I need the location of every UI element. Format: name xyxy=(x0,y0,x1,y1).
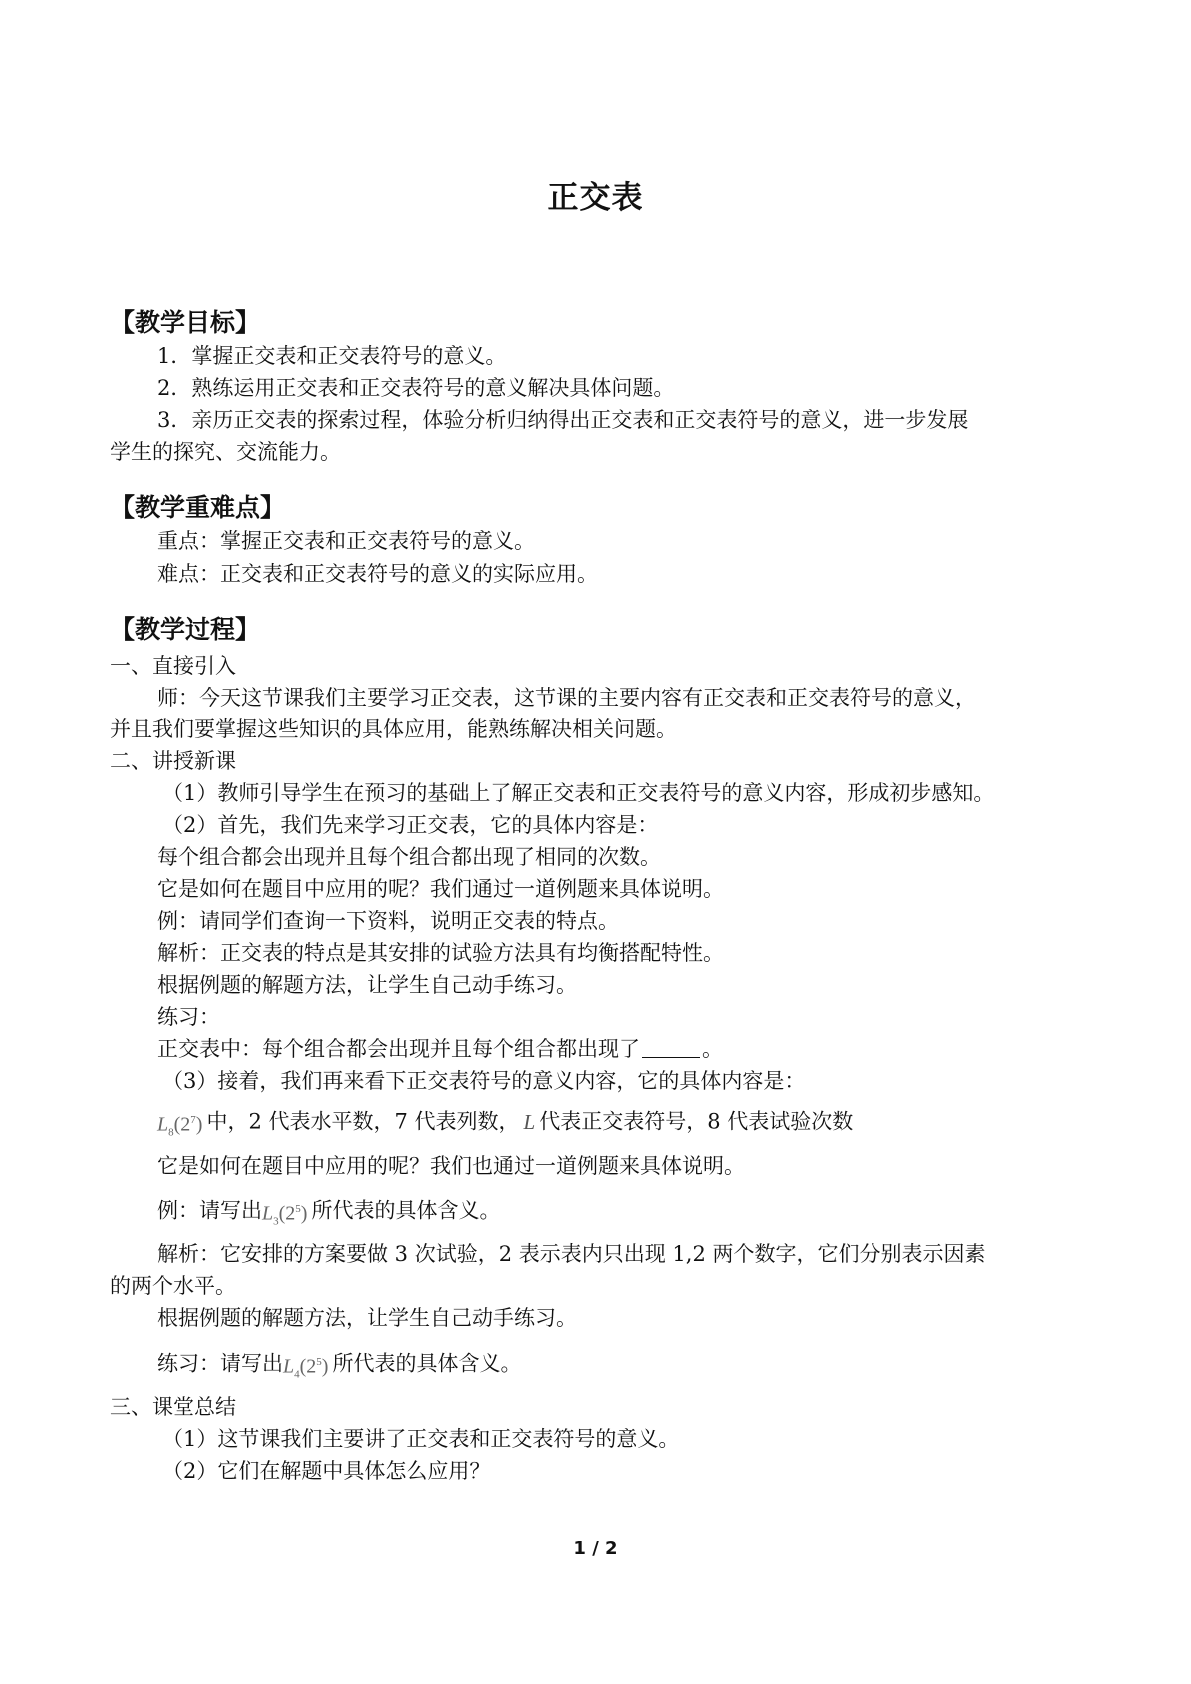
practice-intro-2: 根据例题的解题方法，让学生自己动手练习。 xyxy=(157,1306,577,1330)
answer-blank[interactable] xyxy=(642,1039,700,1058)
goal-3: 3．亲历正交表的探索过程，体验分析归纳得出正交表和正交表符号的意义，进一步发展 xyxy=(157,408,969,432)
part3-title: 三、课堂总结 xyxy=(110,1395,236,1419)
symbol-meaning-text-b: 代表正交表符号，8 代表试验次数 xyxy=(539,1109,854,1134)
hard-point: 难点：正交表和正交表符号的意义的实际应用。 xyxy=(157,562,598,586)
practice-2: 练习：请写出$L_4(2^5)$ 所代表的具体含义。 xyxy=(157,1348,521,1389)
l-symbol: L xyxy=(523,1109,536,1134)
orthogonal-definition: 每个组合都会出现并且每个组合都出现了相同的次数。 xyxy=(157,845,661,869)
step-1: （1）教师引导学生在预习的基础上了解正交表和正交表符号的意义内容，形成初步感知。 xyxy=(162,781,995,805)
summary-1: （1）这节课我们主要讲了正交表和正交表符号的意义。 xyxy=(162,1427,680,1451)
difficulty-heading: 【教学重难点】 xyxy=(110,493,286,522)
practice-intro-1: 根据例题的解题方法，让学生自己动手练习。 xyxy=(157,973,577,997)
analysis-2: 解析：它安排的方案要做 3 次试验，2 表示表内只出现 1,2 两个数字，它们分别表示因素 xyxy=(157,1242,986,1266)
symbol-meaning-text-a: 中，2 代表水平数，7 代表列数， xyxy=(206,1109,520,1134)
part1-title: 一、直接引入 xyxy=(110,654,236,678)
example-2: 例：请写出$L_3(2^5)$ 所代表的具体含义。 xyxy=(157,1195,500,1236)
example-1: 例：请同学们查询一下资料，说明正交表的特点。 xyxy=(157,909,619,933)
practice-text-end: 。 xyxy=(702,1037,723,1061)
step-3: （3）接着，我们再来看下正交表符号的意义内容，它的具体内容是： xyxy=(162,1069,806,1093)
part1-text-cont: 并且我们要掌握这些知识的具体应用，能熟练解决相关问题。 xyxy=(110,717,677,741)
practice-label: 练习： xyxy=(157,1005,220,1029)
goals-heading: 【教学目标】 xyxy=(110,308,261,337)
page-title: 正交表 xyxy=(547,180,644,216)
formula-l8-2-7: $L_8(2^7)$ xyxy=(157,1113,203,1139)
process-heading: 【教学过程】 xyxy=(110,615,261,644)
analysis-1: 解析：正交表的特点是其安排的试验方法具有均衡搭配特性。 xyxy=(157,941,724,965)
page-number: 1 / 2 xyxy=(573,1538,618,1559)
part1-text: 师：今天这节课我们主要学习正交表，这节课的主要内容有正交表和正交表符号的意义， xyxy=(157,686,976,710)
application-intro-2: 它是如何在题目中应用的呢？我们也通过一道例题来具体说明。 xyxy=(157,1154,745,1178)
part2-title: 二、讲授新课 xyxy=(110,749,236,773)
goal-2: 2．熟练运用正交表和正交表符号的意义解决具体问题。 xyxy=(157,376,675,400)
practice-text: 正交表中：每个组合都会出现并且每个组合都出现了 xyxy=(157,1037,640,1061)
key-point: 重点：掌握正交表和正交表符号的意义。 xyxy=(157,529,535,553)
analysis-2-cont: 的两个水平。 xyxy=(110,1274,236,1298)
formula-l3-2-5: $L_3(2^5)$ xyxy=(262,1202,308,1228)
goal-1: 1．掌握正交表和正交表符号的意义。 xyxy=(157,344,507,368)
goal-3-cont: 学生的探究、交流能力。 xyxy=(110,440,341,464)
application-intro: 它是如何在题目中应用的呢？我们通过一道例题来具体说明。 xyxy=(157,877,724,901)
formula-l4-2-5: $L_4(2^5)$ xyxy=(283,1355,329,1381)
summary-2: （2）它们在解题中具体怎么应用？ xyxy=(162,1459,491,1483)
practice-fill-blank xyxy=(157,1035,723,1063)
step-2: （2）首先，我们先来学习正交表，它的具体内容是： xyxy=(162,813,659,837)
symbol-meaning xyxy=(157,1106,853,1147)
